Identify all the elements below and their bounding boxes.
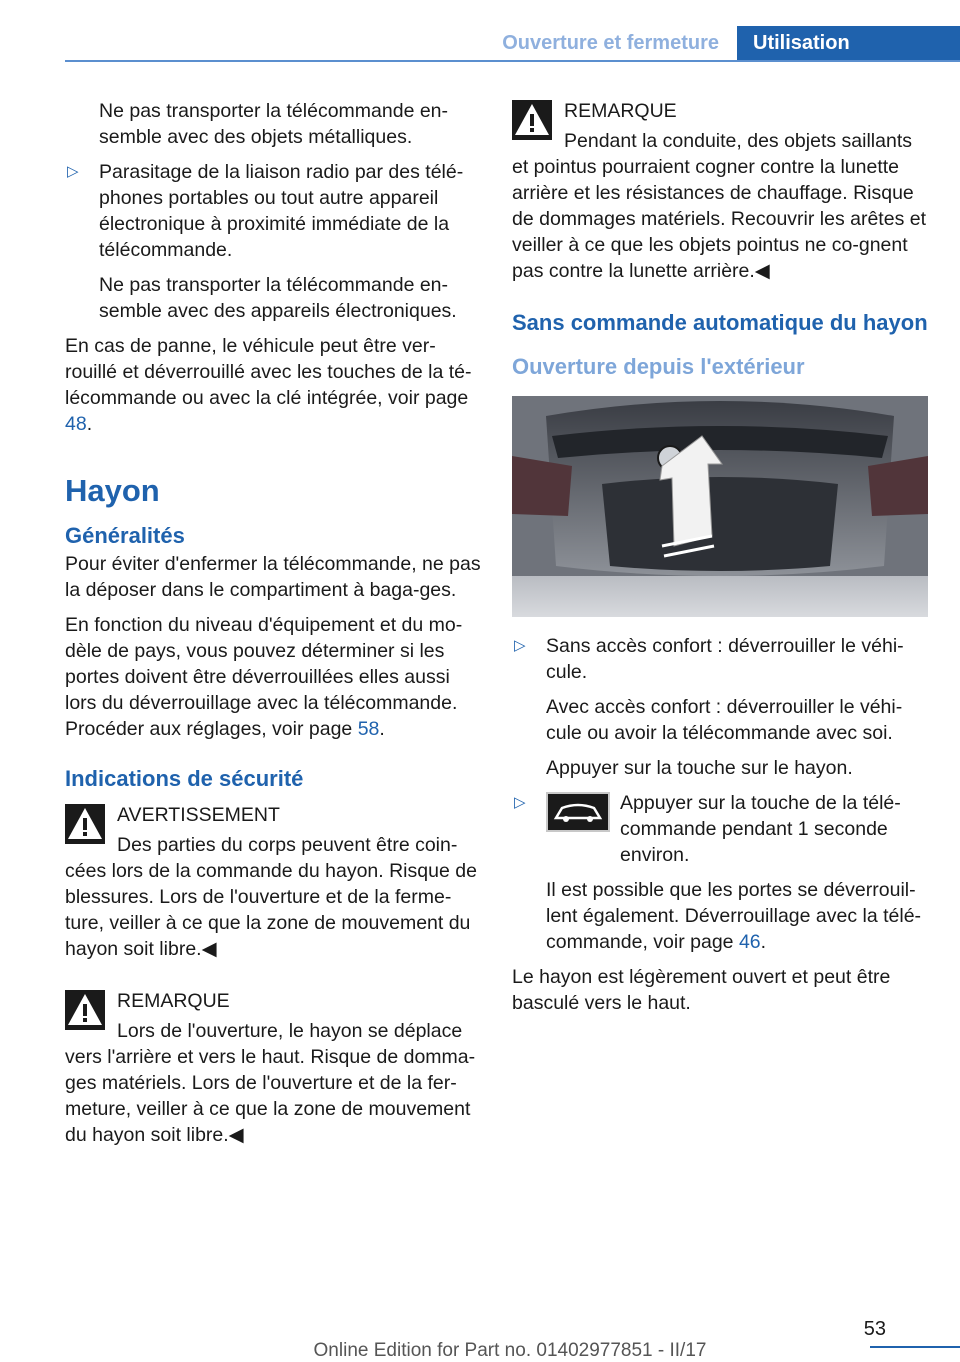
notice-block [65, 988, 483, 1014]
list-item-remote [512, 790, 930, 868]
notice-block [512, 98, 930, 124]
warning-block [65, 802, 483, 828]
page-number: 53 [863, 1318, 886, 1340]
paragraph-breakdown: En cas de panne, le véhicule peut être ver‐rouillé et déverrouillé avec les touches de la té‐lécommande ou avec la clé intégrée, voir page 48. [65, 335, 472, 435]
paragraph-final: Le hayon est légèrement ouvert et peut être basculé vers le haut. [512, 966, 891, 1014]
remote-tailgate-button-icon [546, 792, 610, 832]
paragraph-electronic-devices: Ne pas transporter la télécommande en‐semble avec des appareils électroniques. [99, 274, 457, 322]
paragraph-metal-objects: Ne pas transporter la télécommande en‐semble avec des objets métalliques. [99, 100, 449, 148]
edition-note: Online Edition for Part no. 01402977851 - II/17 [313, 1340, 707, 1361]
left-column [65, 98, 483, 1174]
warning-triangle-icon [65, 990, 105, 1030]
paragraph-comfort-access: Avec accès confort : déverrouiller le véhi‐cule ou avoir la télécommande avec soi. [546, 696, 903, 744]
notice-text: Pendant la conduite, des objets saillants et pointus pourraient cogner contre la lunette arrière et les résistances de chauffage. Risque de dommages matériels. Recouvrir les arêtes et veiller à ce que les objets pointus ne co‐gnent pas contre la lunette arrière.◀ [512, 130, 927, 282]
bullet-triangle-icon: ▷ [514, 794, 526, 811]
page-link-58[interactable]: 58 [357, 718, 380, 740]
warning-triangle-icon [512, 100, 552, 140]
chapter-tab: Utilisation [737, 26, 960, 62]
doors-unlock-text: Il est possible que les portes se déverrouil‐lent également. Déverrouillage avec la télé‐commande, voir page [546, 879, 922, 953]
page-link-46[interactable]: 46 [738, 931, 761, 953]
paragraph-press-button: Appuyer sur la touche sur le hayon. [546, 757, 853, 779]
notice-title: REMARQUE [564, 100, 677, 122]
page-header [0, 0, 960, 62]
paragraph-generalites-1: Pour éviter d'enfermer la télécommande, ne pas la déposer dans le compartiment à baga‐ges. [65, 553, 481, 601]
tailgate-photo [512, 396, 928, 617]
heading-securite: Indications de sécurité [65, 766, 304, 791]
notice-title: REMARQUE [117, 990, 230, 1012]
heading-hayon: Hayon [65, 473, 160, 508]
page-footer [0, 1318, 960, 1362]
heading-generalites: Généralités [65, 523, 185, 548]
bullet-triangle-icon: ▷ [514, 637, 526, 654]
list-item-text: Appuyer sur la touche de la télé‐commande pendant 1 seconde environ. [620, 792, 901, 866]
warning-triangle-icon [65, 804, 105, 844]
list-item-interference [65, 159, 483, 263]
breakdown-text: En cas de panne, le véhicule peut être ver‐rouillé et déverrouillé avec les touches de la té‐lécommande ou avec la clé intégrée, voir page [65, 335, 472, 409]
list-item-text: Sans accès confort : déverrouiller le véhi‐cule. [546, 635, 904, 683]
paragraph-doors-unlock: Il est possible que les portes se déverrouil‐lent également. Déverrouillage avec la télé‐commande, voir page 46. [546, 879, 922, 953]
heading-sans-commande: Sans commande automatique du hayon [512, 310, 928, 335]
notice-text: Lors de l'ouverture, le hayon se déplace vers l'arrière et vers le haut. Risque de domma‐ges matériels. Lors de l'ouverture et de la fer‐meture, veiller à ce que la zone de mouvement du hayon soit libre.◀ [65, 1020, 476, 1146]
right-column [512, 98, 930, 1025]
paragraph-generalites-2: En fonction du niveau d'équipement et du mo‐dèle de pays, vous pouvez déterminer si les portes doivent être déverrouillées elles aussi lors du déverrouillage avec la télécommande. Procéder aux réglages, voir page 58. [65, 614, 463, 740]
list-item-text: Parasitage de la liaison radio par des télé‐phones portables ou tout autre appareil électronique à proximité immédiate de la télécommande. [99, 161, 464, 261]
generalites-2-text: En fonction du niveau d'équipement et du mo‐dèle de pays, vous pouvez déterminer si les portes doivent être déverrouillées elles aussi lors du déverrouillage avec la télécommande. Procéder aux réglages, voir page [65, 614, 463, 740]
heading-ouverture-exterieur: Ouverture depuis l'extérieur [512, 354, 805, 379]
list-item-no-comfort [512, 633, 930, 685]
page-link-48[interactable]: 48 [65, 413, 87, 435]
bullet-triangle-icon: ▷ [67, 163, 79, 180]
header-rule [65, 60, 960, 62]
warning-text: Des parties du corps peuvent être coin‐cées lors de la commande du hayon. Risque de blessures. Lors de l'ouverture et de la ferme‐ture, veiller à ce que la zone de mouvement du hayon soit libre.◀ [65, 834, 477, 960]
warning-title: AVERTISSEMENT [117, 804, 280, 826]
section-title: Ouverture et fermeture [502, 32, 719, 54]
